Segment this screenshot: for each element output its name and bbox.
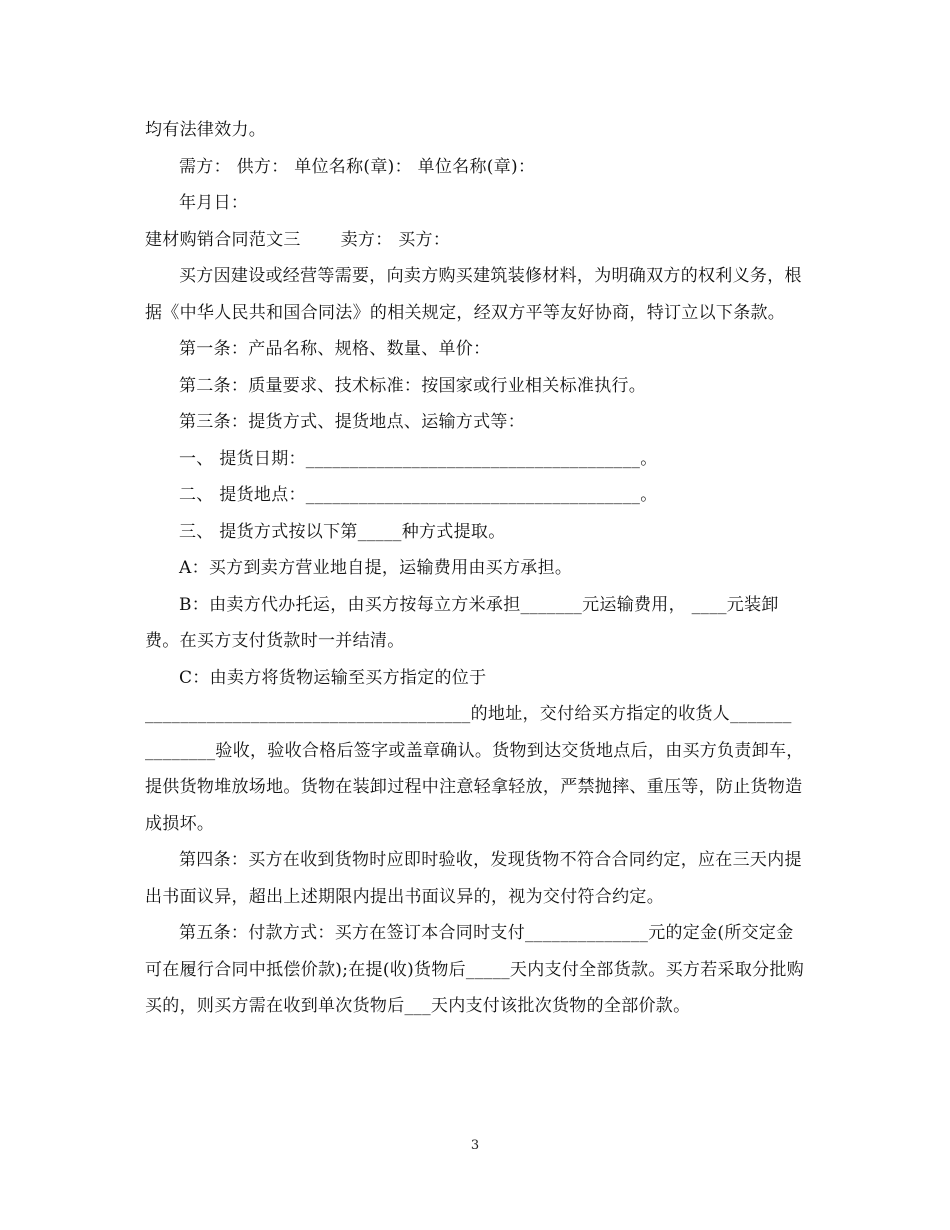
paragraph: 第三条：提货方式、提货地点、运输方式等：	[179, 412, 525, 432]
paragraph: 第四条：买方在收到货物时应即时验收，发现货物不符合合同约定，应在三天内提出书面议异，超出上述期限内提出书面议异的，视为交付符合约定。	[145, 850, 802, 907]
paragraph: A：买方到卖方营业地自提，运输费用由买方承担。	[179, 558, 573, 578]
document-body	[145, 112, 810, 1025]
paragraph: B：由卖方代办托运，由买方按每立方米承担_______元运输费用， ____元装卸费。在买方支付货款时一并结清。	[145, 594, 779, 651]
paragraph: 年月日：	[179, 193, 249, 213]
paragraph: 第一条：产品名称、规格、数量、单价：	[179, 339, 491, 359]
paragraph: 需方： 供方： 单位名称(章)： 单位名称(章)：	[179, 156, 536, 177]
paragraph: 一、 提货日期：______________________________________。	[179, 448, 658, 469]
paragraph: _____________________________________的地址，交付给买方指定的收货人_______ ________验收，验收合格后签字或盖章确认。货物到达交货地点后，由买方负责卸车，提供货物堆放场地。货物在装卸过程中注意轻拿轻放，严禁抛摔、重压等，防止货物造成损坏。	[145, 704, 804, 834]
paragraph: C：由卖方将货物运输至买方指定的位于	[179, 667, 487, 688]
paragraph: 第五条：付款方式：买方在签订本合同时支付______________元的定金(所交定金可在履行合同中抵偿价款);在提(收)货物后_____天内支付全部货款。买方若采取分批购买的，则买方需在收到单次货物后___天内支付该批次货物的全部价款。	[145, 923, 805, 1016]
paragraph: 买方因建设或经营等需要，向卖方购买建筑装修材料，为明确双方的权利义务，根据《中华人民共和国合同法》的相关规定，经双方平等友好协商，特订立以下条款。	[145, 266, 802, 323]
paragraph: 均有法律效力。	[145, 120, 267, 140]
paragraph: 二、 提货地点：______________________________________。	[179, 485, 658, 505]
page-number: 3	[470, 1138, 480, 1153]
paragraph: 第二条：质量要求、技术标准：按国家或行业相关标准执行。	[179, 375, 647, 396]
paragraph: 建材购销合同范文三 卖方： 买方：	[145, 229, 451, 250]
paragraph: 三、 提货方式按以下第_____种方式提取。	[179, 521, 506, 542]
